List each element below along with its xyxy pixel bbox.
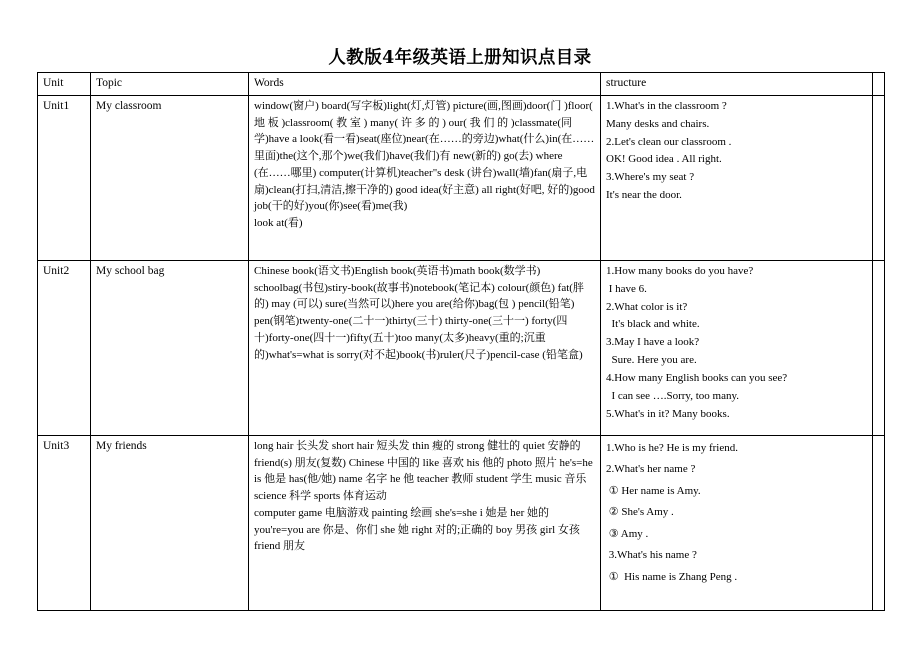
column-header-unit: Unit — [38, 73, 91, 96]
text-line: long hair 长头发 short hair 短头发 thin 瘦的 strong 健壮的 quiet 安静的 friend(s) 朋友(复数) Chinese 中国的 like 喜欢 his 他的 photo 照片 he's=he is 他是 has(他/她) name 名字 he 他 teacher 教师 student 学生 music 音乐 science 科学 sports 体育运动 — [254, 440, 593, 503]
text-line: 3.What's his name ? — [606, 549, 697, 562]
text-line: It's near the door. — [606, 189, 682, 202]
unit-label: Unit1 — [38, 96, 91, 261]
unit-label: Unit3 — [38, 436, 91, 611]
text-line: ① Her name is Amy. — [606, 484, 701, 497]
text-line: Chinese book(语文书)English book(英语书)math book(数学书) schoolbag(书包)stiry-book(故事书)notebook(笔记本) colour(颜色) fat(胖的) may (可以) sure(当然可以)here you are(给你)bag(包 ) pencil(铅笔) pen(钢笔)twenty-one(二十一)thirty(三十) thirty-one(三十一) forty(四十)forty-one(四十一)fifty(五十)too many(太多)heavy(重的;沉重的)what's=what is sorry(对不起)book(书)ruler(尺子)pencil-case (铅笔盒) — [254, 265, 584, 361]
column-header-extra — [873, 73, 885, 96]
text-line: look at(看) — [254, 217, 303, 230]
knowledge-points-table — [37, 72, 885, 611]
text-line: Sure. Here you are. — [606, 354, 697, 367]
text-line: 2.Let's clean our classroom . — [606, 135, 732, 148]
structure-content — [601, 261, 873, 436]
text-line: 1.What's in the classroom ? — [606, 100, 727, 112]
words-content — [249, 436, 601, 611]
text-line: 4.How many English books can you see? — [606, 371, 788, 384]
text-line: I can see ….Sorry, too many. — [606, 389, 739, 402]
words-content — [249, 261, 601, 436]
text-line: 2.What's her name ? — [606, 463, 696, 476]
extra-cell — [873, 436, 885, 611]
text-line: window(窗户) board(写字板)light(灯,灯管) picture(画,图画)door(门 )floor( 地 板 )classroom( 教 室 ) many( 许 多 的 ) our( 我 们 的 )classmate(同学)have a look(看一看)seat(座位)near(在……的旁边)what(什么)in(在……里面)the(这个,那个)we(我们)have(我们)有 new(新的) go(去) where (在……哪里) computer(计算机)teacher"s desk (讲台)wall(墙)fan(扇子,电扇)clean(打扫,清洁,擦干净的) good idea(好主意) all right(好吧, 好的)good job(干的好)you(你)see(看)me(我) — [254, 100, 595, 213]
text-line: 1.How many books do you have? — [606, 265, 754, 277]
topic-label: My classroom — [91, 96, 249, 261]
column-header-topic: Topic — [91, 73, 249, 96]
text-line: 2.What color is it? — [606, 300, 688, 313]
extra-cell — [873, 261, 885, 436]
column-header-words: Words — [249, 73, 601, 96]
topic-label: My friends — [91, 436, 249, 611]
text-line: OK! Good idea . All right. — [606, 153, 722, 166]
text-line: I have 6. — [606, 282, 647, 295]
text-line: It's black and white. — [606, 318, 700, 331]
table-row — [38, 261, 885, 436]
unit-label: Unit2 — [38, 261, 91, 436]
table-row — [38, 96, 885, 261]
text-line: ② She's Amy . — [606, 506, 674, 519]
table-header-row — [38, 73, 885, 96]
structure-content — [601, 436, 873, 611]
extra-cell — [873, 96, 885, 261]
words-content — [249, 96, 601, 261]
text-line: 3.Where's my seat ? — [606, 171, 695, 184]
page-title: 人教版4年级英语上册知识点目录 — [328, 48, 592, 68]
table-row — [38, 436, 885, 611]
text-line: 5.What's in it? Many books. — [606, 407, 730, 420]
text-line: 1.Who is he? He is my friend. — [606, 442, 738, 454]
text-line: 3.May I have a look? — [606, 336, 700, 349]
topic-label: My school bag — [91, 261, 249, 436]
text-line: ③ Amy . — [606, 527, 649, 540]
structure-content — [601, 96, 873, 261]
text-line: Many desks and chairs. — [606, 117, 710, 130]
text-line: computer game 电脑游戏 painting 绘画 she's=she i 她是 her 她的 you're=you are 你是、你们 she 她 right 对的;正确的 boy 男孩 girl 女孩 friend 朋友 — [254, 506, 580, 553]
column-header-structure: structure — [601, 73, 873, 96]
text-line: ① His name is Zhang Peng . — [606, 570, 738, 583]
